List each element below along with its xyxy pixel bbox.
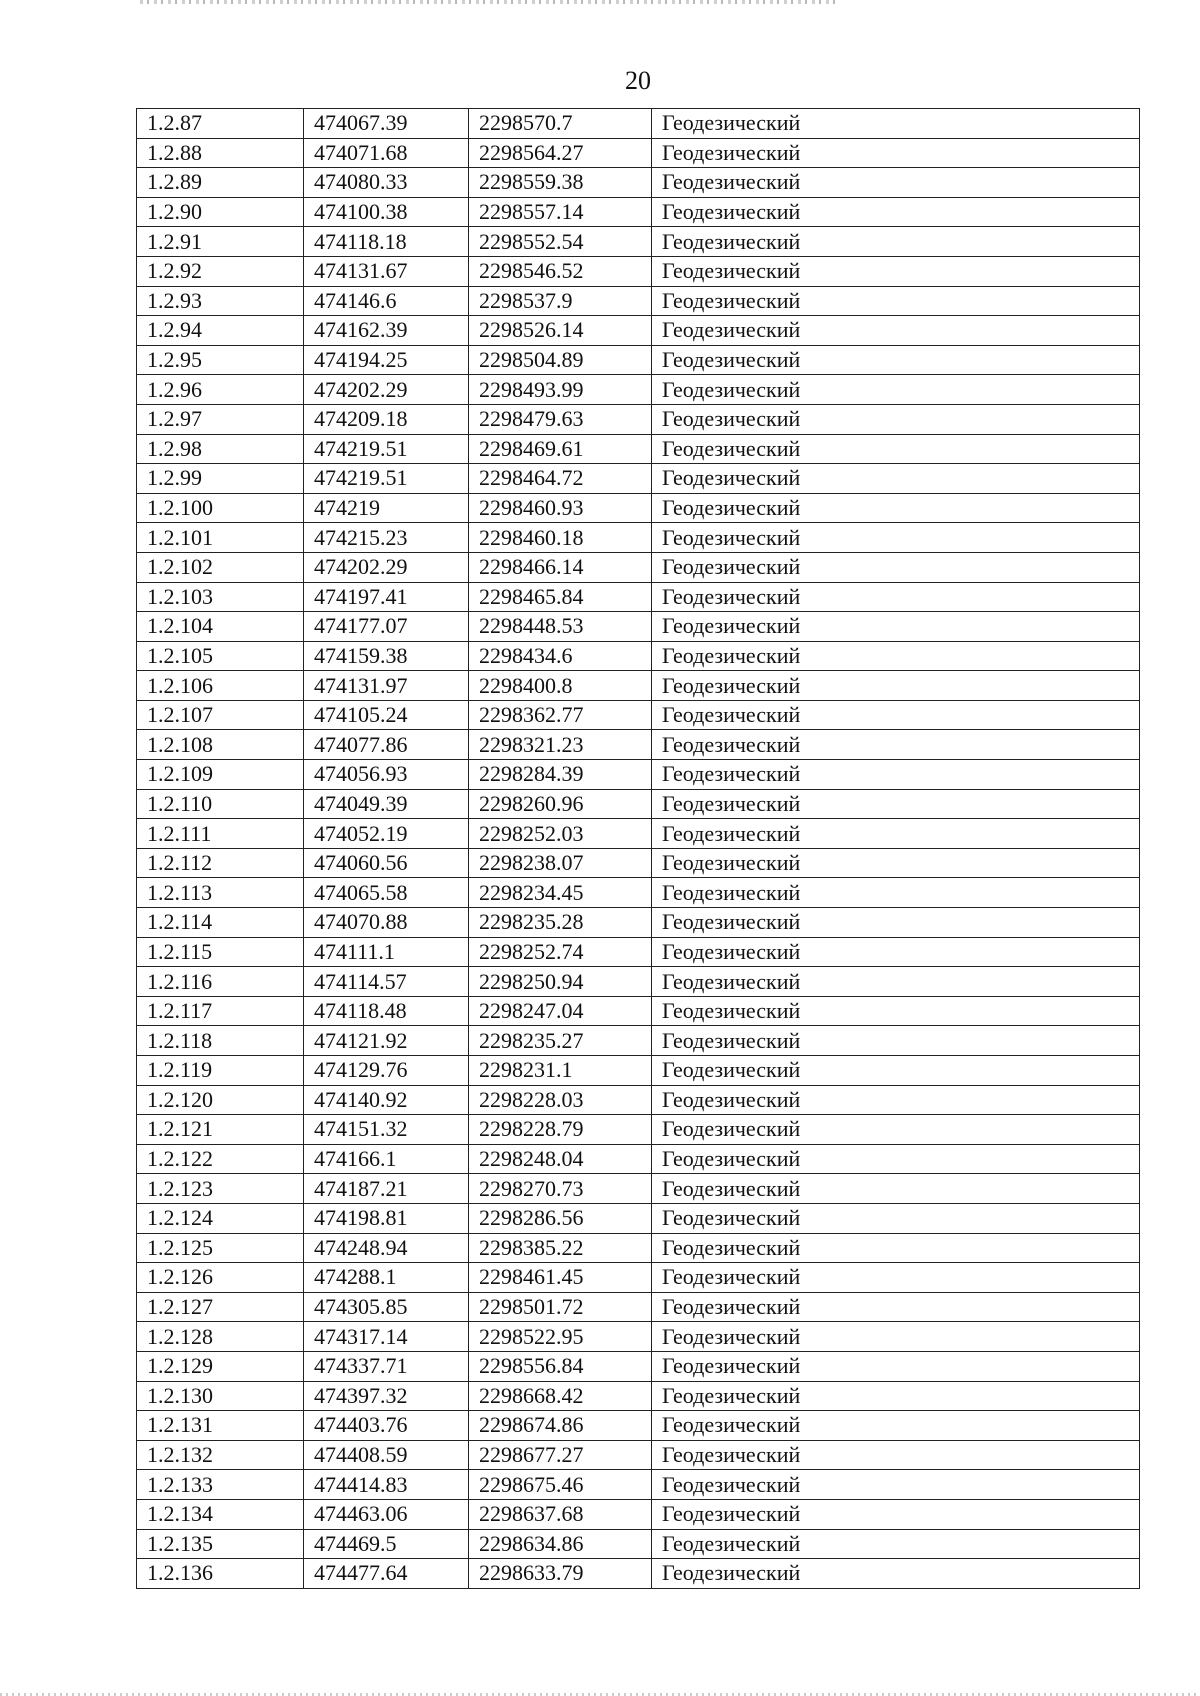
y-coordinate-cell: 2298461.45 <box>469 1263 652 1293</box>
table-row <box>137 1440 1140 1470</box>
point-id-cell: 1.2.93 <box>137 286 304 316</box>
table-row <box>137 760 1140 790</box>
table-row <box>137 109 1140 139</box>
point-id-cell: 1.2.121 <box>137 1115 304 1145</box>
point-id-cell: 1.2.104 <box>137 612 304 642</box>
method-cell: Геодезический <box>652 345 1140 375</box>
point-id-cell: 1.2.87 <box>137 109 304 139</box>
table-row <box>137 1351 1140 1381</box>
method-cell: Геодезический <box>652 552 1140 582</box>
method-cell: Геодезический <box>652 404 1140 434</box>
y-coordinate-cell: 2298526.14 <box>469 316 652 346</box>
x-coordinate-cell: 474288.1 <box>304 1263 469 1293</box>
x-coordinate-cell: 474140.92 <box>304 1085 469 1115</box>
y-coordinate-cell: 2298284.39 <box>469 760 652 790</box>
x-coordinate-cell: 474219 <box>304 493 469 523</box>
point-id-cell: 1.2.124 <box>137 1203 304 1233</box>
method-cell: Геодезический <box>652 1499 1140 1529</box>
y-coordinate-cell: 2298501.72 <box>469 1292 652 1322</box>
method-cell: Геодезический <box>652 434 1140 464</box>
y-coordinate-cell: 2298677.27 <box>469 1440 652 1470</box>
table-row <box>137 1026 1140 1056</box>
table-row <box>137 493 1140 523</box>
point-id-cell: 1.2.102 <box>137 552 304 582</box>
table-row <box>137 789 1140 819</box>
x-coordinate-cell: 474118.48 <box>304 996 469 1026</box>
point-id-cell: 1.2.106 <box>137 671 304 701</box>
x-coordinate-cell: 474209.18 <box>304 404 469 434</box>
y-coordinate-cell: 2298228.79 <box>469 1115 652 1145</box>
x-coordinate-cell: 474077.86 <box>304 730 469 760</box>
x-coordinate-cell: 474118.18 <box>304 227 469 257</box>
point-id-cell: 1.2.133 <box>137 1470 304 1500</box>
x-coordinate-cell: 474219.51 <box>304 434 469 464</box>
point-id-cell: 1.2.94 <box>137 316 304 346</box>
y-coordinate-cell: 2298247.04 <box>469 996 652 1026</box>
x-coordinate-cell: 474151.32 <box>304 1115 469 1145</box>
table-row <box>137 1174 1140 1204</box>
point-id-cell: 1.2.123 <box>137 1174 304 1204</box>
method-cell: Геодезический <box>652 908 1140 938</box>
method-cell: Геодезический <box>652 1085 1140 1115</box>
method-cell: Геодезический <box>652 197 1140 227</box>
table-row <box>137 1529 1140 1559</box>
method-cell: Геодезический <box>652 1292 1140 1322</box>
y-coordinate-cell: 2298321.23 <box>469 730 652 760</box>
y-coordinate-cell: 2298570.7 <box>469 109 652 139</box>
point-id-cell: 1.2.118 <box>137 1026 304 1056</box>
x-coordinate-cell: 474463.06 <box>304 1499 469 1529</box>
point-id-cell: 1.2.92 <box>137 256 304 286</box>
point-id-cell: 1.2.132 <box>137 1440 304 1470</box>
method-cell: Геодезический <box>652 1411 1140 1441</box>
x-coordinate-cell: 474469.5 <box>304 1529 469 1559</box>
table-row <box>137 375 1140 405</box>
method-cell: Геодезический <box>652 612 1140 642</box>
point-id-cell: 1.2.119 <box>137 1056 304 1086</box>
x-coordinate-cell: 474177.07 <box>304 612 469 642</box>
table-row <box>137 256 1140 286</box>
method-cell: Геодезический <box>652 1529 1140 1559</box>
y-coordinate-cell: 2298231.1 <box>469 1056 652 1086</box>
y-coordinate-cell: 2298250.94 <box>469 967 652 997</box>
table-row <box>137 345 1140 375</box>
y-coordinate-cell: 2298557.14 <box>469 197 652 227</box>
coordinates-table <box>136 108 1140 1589</box>
point-id-cell: 1.2.131 <box>137 1411 304 1441</box>
method-cell: Геодезический <box>652 996 1140 1026</box>
x-coordinate-cell: 474052.19 <box>304 819 469 849</box>
table-row <box>137 730 1140 760</box>
x-coordinate-cell: 474070.88 <box>304 908 469 938</box>
method-cell: Геодезический <box>652 848 1140 878</box>
method-cell: Геодезический <box>652 168 1140 198</box>
method-cell: Геодезический <box>652 1144 1140 1174</box>
method-cell: Геодезический <box>652 1026 1140 1056</box>
table-row <box>137 227 1140 257</box>
method-cell: Геодезический <box>652 1351 1140 1381</box>
table-row <box>137 434 1140 464</box>
method-cell: Геодезический <box>652 1322 1140 1352</box>
y-coordinate-cell: 2298385.22 <box>469 1233 652 1263</box>
method-cell: Геодезический <box>652 878 1140 908</box>
y-coordinate-cell: 2298238.07 <box>469 848 652 878</box>
point-id-cell: 1.2.134 <box>137 1499 304 1529</box>
y-coordinate-cell: 2298556.84 <box>469 1351 652 1381</box>
y-coordinate-cell: 2298552.54 <box>469 227 652 257</box>
x-coordinate-cell: 474121.92 <box>304 1026 469 1056</box>
y-coordinate-cell: 2298559.38 <box>469 168 652 198</box>
table-row <box>137 1263 1140 1293</box>
y-coordinate-cell: 2298362.77 <box>469 700 652 730</box>
method-cell: Геодезический <box>652 1056 1140 1086</box>
point-id-cell: 1.2.120 <box>137 1085 304 1115</box>
y-coordinate-cell: 2298235.27 <box>469 1026 652 1056</box>
method-cell: Геодезический <box>652 138 1140 168</box>
table-row <box>137 1203 1140 1233</box>
x-coordinate-cell: 474194.25 <box>304 345 469 375</box>
x-coordinate-cell: 474198.81 <box>304 1203 469 1233</box>
y-coordinate-cell: 2298537.9 <box>469 286 652 316</box>
x-coordinate-cell: 474317.14 <box>304 1322 469 1352</box>
x-coordinate-cell: 474477.64 <box>304 1559 469 1589</box>
method-cell: Геодезический <box>652 760 1140 790</box>
method-cell: Геодезический <box>652 523 1140 553</box>
point-id-cell: 1.2.101 <box>137 523 304 553</box>
table-row <box>137 819 1140 849</box>
x-coordinate-cell: 474100.38 <box>304 197 469 227</box>
y-coordinate-cell: 2298252.74 <box>469 937 652 967</box>
point-id-cell: 1.2.100 <box>137 493 304 523</box>
x-coordinate-cell: 474166.1 <box>304 1144 469 1174</box>
point-id-cell: 1.2.128 <box>137 1322 304 1352</box>
point-id-cell: 1.2.130 <box>137 1381 304 1411</box>
x-coordinate-cell: 474060.56 <box>304 848 469 878</box>
point-id-cell: 1.2.103 <box>137 582 304 612</box>
y-coordinate-cell: 2298564.27 <box>469 138 652 168</box>
table-row <box>137 1292 1140 1322</box>
y-coordinate-cell: 2298434.6 <box>469 641 652 671</box>
x-coordinate-cell: 474131.67 <box>304 256 469 286</box>
method-cell: Геодезический <box>652 1233 1140 1263</box>
method-cell: Геодезический <box>652 1174 1140 1204</box>
x-coordinate-cell: 474202.29 <box>304 375 469 405</box>
table-row <box>137 1470 1140 1500</box>
method-cell: Геодезический <box>652 464 1140 494</box>
point-id-cell: 1.2.110 <box>137 789 304 819</box>
table-row <box>137 1559 1140 1589</box>
point-id-cell: 1.2.114 <box>137 908 304 938</box>
y-coordinate-cell: 2298668.42 <box>469 1381 652 1411</box>
table-row <box>137 848 1140 878</box>
point-id-cell: 1.2.90 <box>137 197 304 227</box>
point-id-cell: 1.2.125 <box>137 1233 304 1263</box>
table-row <box>137 197 1140 227</box>
y-coordinate-cell: 2298234.45 <box>469 878 652 908</box>
method-cell: Геодезический <box>652 582 1140 612</box>
table-row <box>137 1233 1140 1263</box>
table-row <box>137 316 1140 346</box>
y-coordinate-cell: 2298228.03 <box>469 1085 652 1115</box>
point-id-cell: 1.2.136 <box>137 1559 304 1589</box>
table-row <box>137 967 1140 997</box>
point-id-cell: 1.2.111 <box>137 819 304 849</box>
x-coordinate-cell: 474049.39 <box>304 789 469 819</box>
table-row <box>137 552 1140 582</box>
y-coordinate-cell: 2298270.73 <box>469 1174 652 1204</box>
table-row <box>137 1411 1140 1441</box>
point-id-cell: 1.2.129 <box>137 1351 304 1381</box>
x-coordinate-cell: 474146.6 <box>304 286 469 316</box>
table-row <box>137 1322 1140 1352</box>
point-id-cell: 1.2.113 <box>137 878 304 908</box>
x-coordinate-cell: 474129.76 <box>304 1056 469 1086</box>
scan-edge-top <box>140 0 840 4</box>
table-row <box>137 937 1140 967</box>
point-id-cell: 1.2.89 <box>137 168 304 198</box>
method-cell: Геодезический <box>652 375 1140 405</box>
y-coordinate-cell: 2298633.79 <box>469 1559 652 1589</box>
x-coordinate-cell: 474162.39 <box>304 316 469 346</box>
y-coordinate-cell: 2298460.18 <box>469 523 652 553</box>
method-cell: Геодезический <box>652 1381 1140 1411</box>
table-row <box>137 878 1140 908</box>
x-coordinate-cell: 474219.51 <box>304 464 469 494</box>
table-row <box>137 996 1140 1026</box>
point-id-cell: 1.2.115 <box>137 937 304 967</box>
y-coordinate-cell: 2298465.84 <box>469 582 652 612</box>
x-coordinate-cell: 474197.41 <box>304 582 469 612</box>
method-cell: Геодезический <box>652 1470 1140 1500</box>
table-row <box>137 700 1140 730</box>
x-coordinate-cell: 474403.76 <box>304 1411 469 1441</box>
method-cell: Геодезический <box>652 1440 1140 1470</box>
table-row <box>137 1144 1140 1174</box>
y-coordinate-cell: 2298504.89 <box>469 345 652 375</box>
method-cell: Геодезический <box>652 493 1140 523</box>
table-row <box>137 1499 1140 1529</box>
table-row <box>137 138 1140 168</box>
x-coordinate-cell: 474056.93 <box>304 760 469 790</box>
x-coordinate-cell: 474202.29 <box>304 552 469 582</box>
y-coordinate-cell: 2298634.86 <box>469 1529 652 1559</box>
table-row <box>137 523 1140 553</box>
point-id-cell: 1.2.116 <box>137 967 304 997</box>
x-coordinate-cell: 474408.59 <box>304 1440 469 1470</box>
table-row <box>137 404 1140 434</box>
method-cell: Геодезический <box>652 1203 1140 1233</box>
x-coordinate-cell: 474114.57 <box>304 967 469 997</box>
y-coordinate-cell: 2298286.56 <box>469 1203 652 1233</box>
point-id-cell: 1.2.98 <box>137 434 304 464</box>
method-cell: Геодезический <box>652 641 1140 671</box>
method-cell: Геодезический <box>652 1559 1140 1589</box>
x-coordinate-cell: 474305.85 <box>304 1292 469 1322</box>
x-coordinate-cell: 474248.94 <box>304 1233 469 1263</box>
method-cell: Геодезический <box>652 227 1140 257</box>
point-id-cell: 1.2.96 <box>137 375 304 405</box>
x-coordinate-cell: 474071.68 <box>304 138 469 168</box>
x-coordinate-cell: 474187.21 <box>304 1174 469 1204</box>
method-cell: Геодезический <box>652 109 1140 139</box>
table-row <box>137 1381 1140 1411</box>
point-id-cell: 1.2.127 <box>137 1292 304 1322</box>
method-cell: Геодезический <box>652 316 1140 346</box>
point-id-cell: 1.2.109 <box>137 760 304 790</box>
method-cell: Геодезический <box>652 730 1140 760</box>
method-cell: Геодезический <box>652 1263 1140 1293</box>
y-coordinate-cell: 2298469.61 <box>469 434 652 464</box>
point-id-cell: 1.2.91 <box>137 227 304 257</box>
table-row <box>137 641 1140 671</box>
y-coordinate-cell: 2298460.93 <box>469 493 652 523</box>
table-row <box>137 582 1140 612</box>
y-coordinate-cell: 2298637.68 <box>469 1499 652 1529</box>
y-coordinate-cell: 2298493.99 <box>469 375 652 405</box>
point-id-cell: 1.2.107 <box>137 700 304 730</box>
coordinates-table-body <box>137 109 1140 1589</box>
table-row <box>137 908 1140 938</box>
method-cell: Геодезический <box>652 286 1140 316</box>
table-row <box>137 671 1140 701</box>
method-cell: Геодезический <box>652 937 1140 967</box>
point-id-cell: 1.2.112 <box>137 848 304 878</box>
point-id-cell: 1.2.97 <box>137 404 304 434</box>
x-coordinate-cell: 474131.97 <box>304 671 469 701</box>
x-coordinate-cell: 474337.71 <box>304 1351 469 1381</box>
y-coordinate-cell: 2298546.52 <box>469 256 652 286</box>
x-coordinate-cell: 474065.58 <box>304 878 469 908</box>
point-id-cell: 1.2.99 <box>137 464 304 494</box>
point-id-cell: 1.2.135 <box>137 1529 304 1559</box>
table-row <box>137 612 1140 642</box>
y-coordinate-cell: 2298400.8 <box>469 671 652 701</box>
point-id-cell: 1.2.105 <box>137 641 304 671</box>
y-coordinate-cell: 2298260.96 <box>469 789 652 819</box>
method-cell: Геодезический <box>652 819 1140 849</box>
table-row <box>137 168 1140 198</box>
y-coordinate-cell: 2298674.86 <box>469 1411 652 1441</box>
y-coordinate-cell: 2298464.72 <box>469 464 652 494</box>
y-coordinate-cell: 2298248.04 <box>469 1144 652 1174</box>
method-cell: Геодезический <box>652 671 1140 701</box>
x-coordinate-cell: 474159.38 <box>304 641 469 671</box>
y-coordinate-cell: 2298235.28 <box>469 908 652 938</box>
y-coordinate-cell: 2298522.95 <box>469 1322 652 1352</box>
x-coordinate-cell: 474414.83 <box>304 1470 469 1500</box>
table-row <box>137 464 1140 494</box>
table-row <box>137 1056 1140 1086</box>
x-coordinate-cell: 474105.24 <box>304 700 469 730</box>
x-coordinate-cell: 474215.23 <box>304 523 469 553</box>
point-id-cell: 1.2.108 <box>137 730 304 760</box>
method-cell: Геодезический <box>652 700 1140 730</box>
x-coordinate-cell: 474397.32 <box>304 1381 469 1411</box>
x-coordinate-cell: 474067.39 <box>304 109 469 139</box>
method-cell: Геодезический <box>652 1115 1140 1145</box>
x-coordinate-cell: 474111.1 <box>304 937 469 967</box>
table-row <box>137 1085 1140 1115</box>
table-row <box>137 286 1140 316</box>
y-coordinate-cell: 2298448.53 <box>469 612 652 642</box>
y-coordinate-cell: 2298479.63 <box>469 404 652 434</box>
y-coordinate-cell: 2298466.14 <box>469 552 652 582</box>
point-id-cell: 1.2.126 <box>137 1263 304 1293</box>
table-row <box>137 1115 1140 1145</box>
method-cell: Геодезический <box>652 967 1140 997</box>
y-coordinate-cell: 2298675.46 <box>469 1470 652 1500</box>
point-id-cell: 1.2.95 <box>137 345 304 375</box>
point-id-cell: 1.2.88 <box>137 138 304 168</box>
x-coordinate-cell: 474080.33 <box>304 168 469 198</box>
method-cell: Геодезический <box>652 789 1140 819</box>
y-coordinate-cell: 2298252.03 <box>469 819 652 849</box>
method-cell: Геодезический <box>652 256 1140 286</box>
point-id-cell: 1.2.122 <box>137 1144 304 1174</box>
point-id-cell: 1.2.117 <box>137 996 304 1026</box>
page-number: 20 <box>625 66 651 95</box>
